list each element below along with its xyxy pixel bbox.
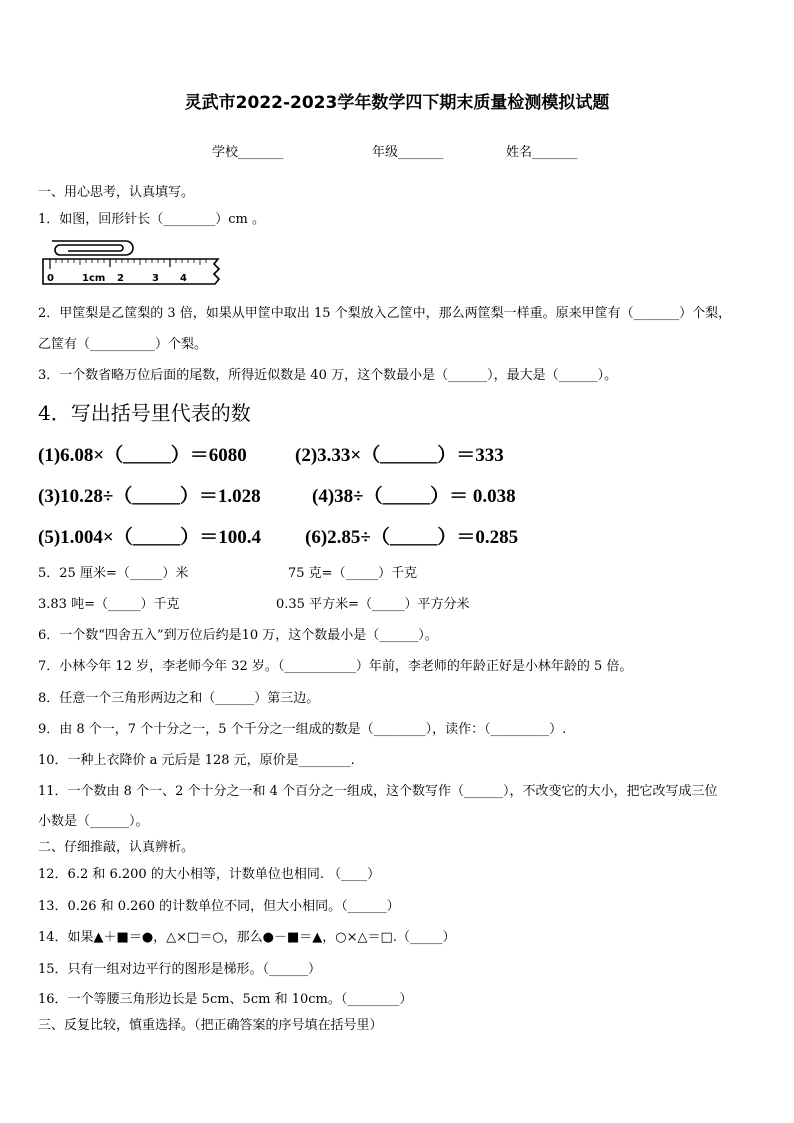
ruler-label-3: 3 [152,273,159,284]
question-1: 1．如图，回形针长（________）cm 。 [38,212,266,227]
question-13: 13．0.26 和 0.260 的计数单位不同，但大小相同。（______） [38,899,400,914]
question-6: 6．一个数“四舍五入”到万位后约是10 万，这个数最小是（______）。 [38,628,438,643]
question-9: 9．由 8 个一，7 个十分之一，5 个千分之一组成的数是（________），读作：（_________）. [38,722,567,737]
question-4-title: 4．写出括号里代表的数 [38,401,251,425]
question-10: 10．一种上衣降价 a 元后是 128 元，原价是________. [38,753,355,768]
paperclip-icon [52,241,133,255]
question-4-item-1: (1)6.08×（_____）＝6080 [38,445,247,466]
question-2-line-2: 乙筐有（__________）个梨。 [38,337,208,352]
grade-field: 年级_______ [372,145,444,160]
question-4-item-3: (3)10.28÷（_____）＝1.028 [38,486,261,507]
question-4-item-6: (6)2.85÷（_____）＝0.285 [305,527,519,548]
question-4-item-4: (4)38÷（_____）＝ 0.038 [312,486,516,507]
question-5-c: 3.83 吨=（_____）千克 [38,597,180,612]
question-5-d: 0.35 平方米=（_____）平方分米 [276,597,470,612]
ruler-label-1cm: 1cm [82,273,106,284]
section-1-heading: 一、用心思考，认真填写。 [38,185,195,200]
question-15: 15．只有一组对边平行的图形是梯形。（______） [38,962,322,977]
question-3: 3．一个数省略万位后面的尾数，所得近似数是 40 万，这个数最小是（______），最大是（______）。 [38,368,618,383]
question-4-item-2: (2)3.33×（______）＝333 [295,445,504,466]
question-12: 12．6.2 和 6.200 的大小相等，计数单位也相同. （____） [38,867,381,882]
question-16: 16．一个等腰三角形边长是 5cm、5cm 和 10cm。（________） [38,992,413,1007]
page-title: 灵武市2022-2023学年数学四下期末质量检测模拟试题 [184,93,610,113]
question-8: 8．任意一个三角形两边之和（______）第三边。 [38,691,320,706]
question-5-a: 5．25 厘米=（_____）米 [38,566,189,581]
name-field: 姓名_______ [506,145,578,160]
section-3-heading: 三、反复比较，慎重选择。（把正确答案的序号填在括号里） [38,1018,383,1033]
ruler-label-4: 4 [180,273,187,284]
ruler-label-2: 2 [117,273,124,284]
ruler-label-0: 0 [47,273,54,284]
question-5-b: 75 克=（_____）千克 [288,566,418,581]
ruler-icon [43,259,219,284]
question-14: 14．如果▲＋■＝●，△×□＝○，那么●－■＝▲，○×△＝□.（_____） [38,930,456,945]
question-7: 7．小林今年 12 岁，李老师今年 32 岁。（___________）年前，李老师的年龄正好是小林年龄的 5 倍。 [38,659,633,674]
question-2-line-1: 2．甲筐梨是乙筐梨的 3 倍，如果从甲筐中取出 15 个梨放入乙筐中，那么两筐梨一样重。原来甲筐有（_______）个梨， [38,306,732,321]
question-11-line-2: 小数是（______）。 [38,814,149,829]
question-4-item-5: (5)1.004×（_____）＝100.4 [38,527,261,548]
school-field: 学校_______ [212,145,284,160]
section-2-heading: 二、仔细推敲，认真辨析。 [38,840,195,855]
question-11-line-1: 11．一个数由 8 个一、2 个十分之一和 4 个百分之一组成，这个数写作（______），不改变它的大小，把它改写成三位 [38,784,718,799]
ruler-with-paperclip-figure [38,237,228,291]
